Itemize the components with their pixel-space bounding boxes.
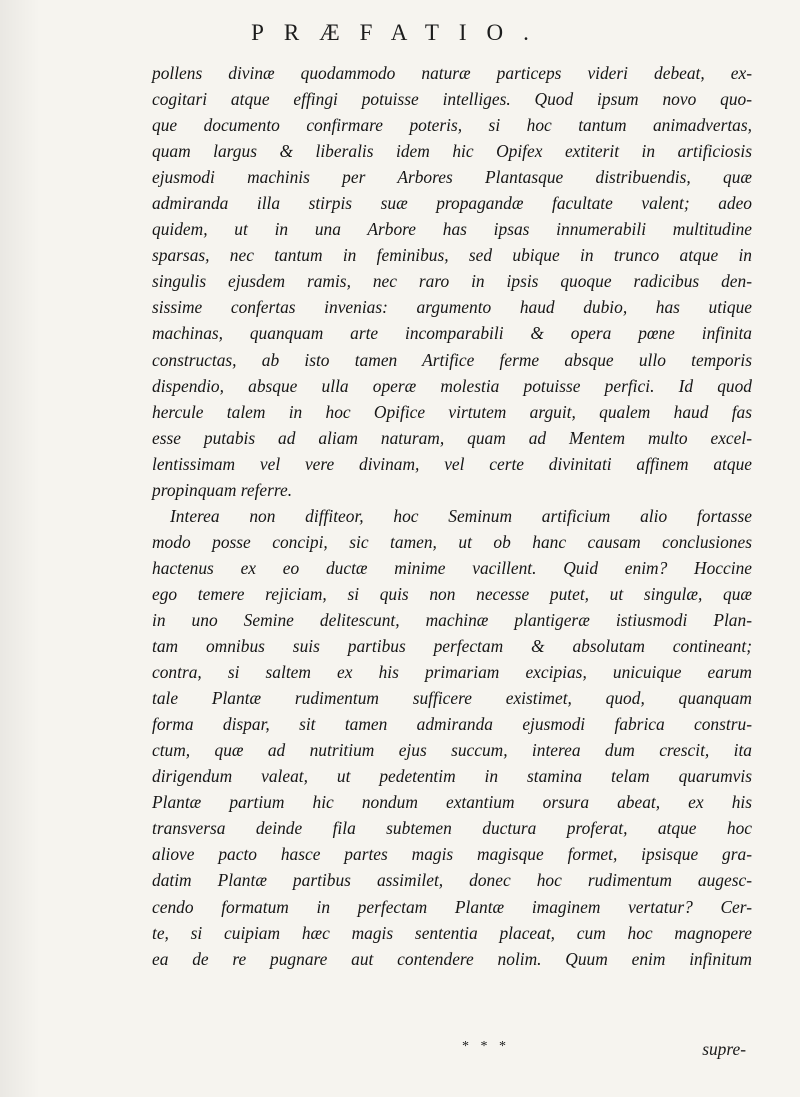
text-line: ctum, quæ ad nutritium ejus succum, interea dum crescit, ita	[152, 740, 752, 761]
running-title: PRÆFATIO.	[251, 20, 549, 45]
text-line: ego temere rejiciam, si quis non necesse putet, ut singulæ, quæ	[152, 583, 752, 604]
page-gutter-shadow	[0, 0, 40, 1097]
text-line: modo posse concipi, sic tamen, ut ob hanc causam conclusiones	[152, 531, 752, 552]
text-line: quam largus & liberalis idem hic Opifex extiterit in artificiosis	[152, 141, 752, 162]
text-line: esse putabis ad aliam naturam, quam ad Mentem multo excel-	[152, 427, 752, 448]
text-line: quidem, ut in una Arbore has ipsas innumerabili multitudine	[152, 219, 752, 240]
text-line: cendo formatum in perfectam Plantæ imaginem vertatur? Cer-	[152, 896, 752, 917]
text-line: dirigendum valeat, ut pedetentim in stamina telam quarumvis	[152, 766, 752, 787]
text-line: constructas, ab isto tamen Artifice ferme absque ullo temporis	[152, 349, 752, 370]
text-line: aliove pacto hasce partes magis magisque formet, ipsisque gra-	[152, 844, 752, 865]
text-line: singulis ejusdem ramis, nec raro in ipsis quoque radicibus den-	[152, 271, 752, 292]
text-line: sissime confertas invenias: argumento haud dubio, has utique	[152, 297, 752, 318]
text-line: tam omnibus suis partibus perfectam & absolutam contineant;	[152, 636, 752, 657]
text-line: Plantæ partium hic nondum extantium orsura abeat, ex his	[152, 792, 752, 813]
text-line: machinas, quanquam arte incomparabili & opera pœne infinita	[152, 323, 752, 344]
text-line: dispendio, absque ulla operæ molestia potuisse perfici. Id quod	[152, 375, 752, 396]
text-line: pollens divinæ quodammodo naturæ particeps videri debeat, ex-	[152, 63, 752, 83]
page-footer	[152, 1039, 752, 1065]
text-line: hercule talem in hoc Opifice virtutem arguit, qualem haud fas	[152, 401, 752, 422]
text-line: propinquam referre.	[152, 479, 293, 500]
text-line: ea de re pugnare aut contendere nolim. Quum enim infinitum	[152, 948, 752, 969]
text-line: hactenus ex eo ductæ minime vacillent. Quid enim? Hoccine	[152, 557, 752, 578]
text-line: transversa deinde fila subtemen ductura proferat, atque hoc	[152, 818, 752, 839]
signature-mark: * * *	[462, 1039, 510, 1054]
text-line: admiranda illa stirpis suæ propagandæ facultate valent; adeo	[152, 193, 752, 214]
text-line: contra, si saltem ex his primariam excipias, unicuique earum	[152, 662, 752, 683]
text-line: sparsas, nec tantum in feminibus, sed ubique in trunco atque in	[152, 245, 752, 266]
catchword: supre-	[702, 1039, 746, 1059]
text-line: forma dispar, sit tamen admiranda ejusmodi fabrica constru-	[152, 714, 752, 735]
text-line: Interea non diffiteor, hoc Seminum artificium alio fortasse	[170, 505, 752, 526]
text-line: lentissimam vel vere divinam, vel certe divinitati affinem atque	[152, 453, 752, 474]
text-line: te, si cuipiam hæc magis sententia placeat, cum hoc magnopere	[152, 922, 752, 943]
text-line: cogitari atque effingi potuisse intelliges. Quod ipsum novo quo-	[152, 89, 752, 110]
text-line: que documento confirmare poteris, si hoc tantum animadvertas,	[152, 115, 752, 136]
body-text	[152, 60, 752, 972]
text-line: tale Plantæ rudimentum sufficere existimet, quod, quanquam	[152, 688, 752, 709]
text-line: datim Plantæ partibus assimilet, donec hoc rudimentum augesc-	[152, 870, 752, 891]
text-line: ejusmodi machinis per Arbores Plantasque distribuendis, quæ	[152, 167, 752, 188]
text-line: in uno Semine delitescunt, machinæ plantigeræ istiusmodi Plan-	[152, 609, 752, 630]
